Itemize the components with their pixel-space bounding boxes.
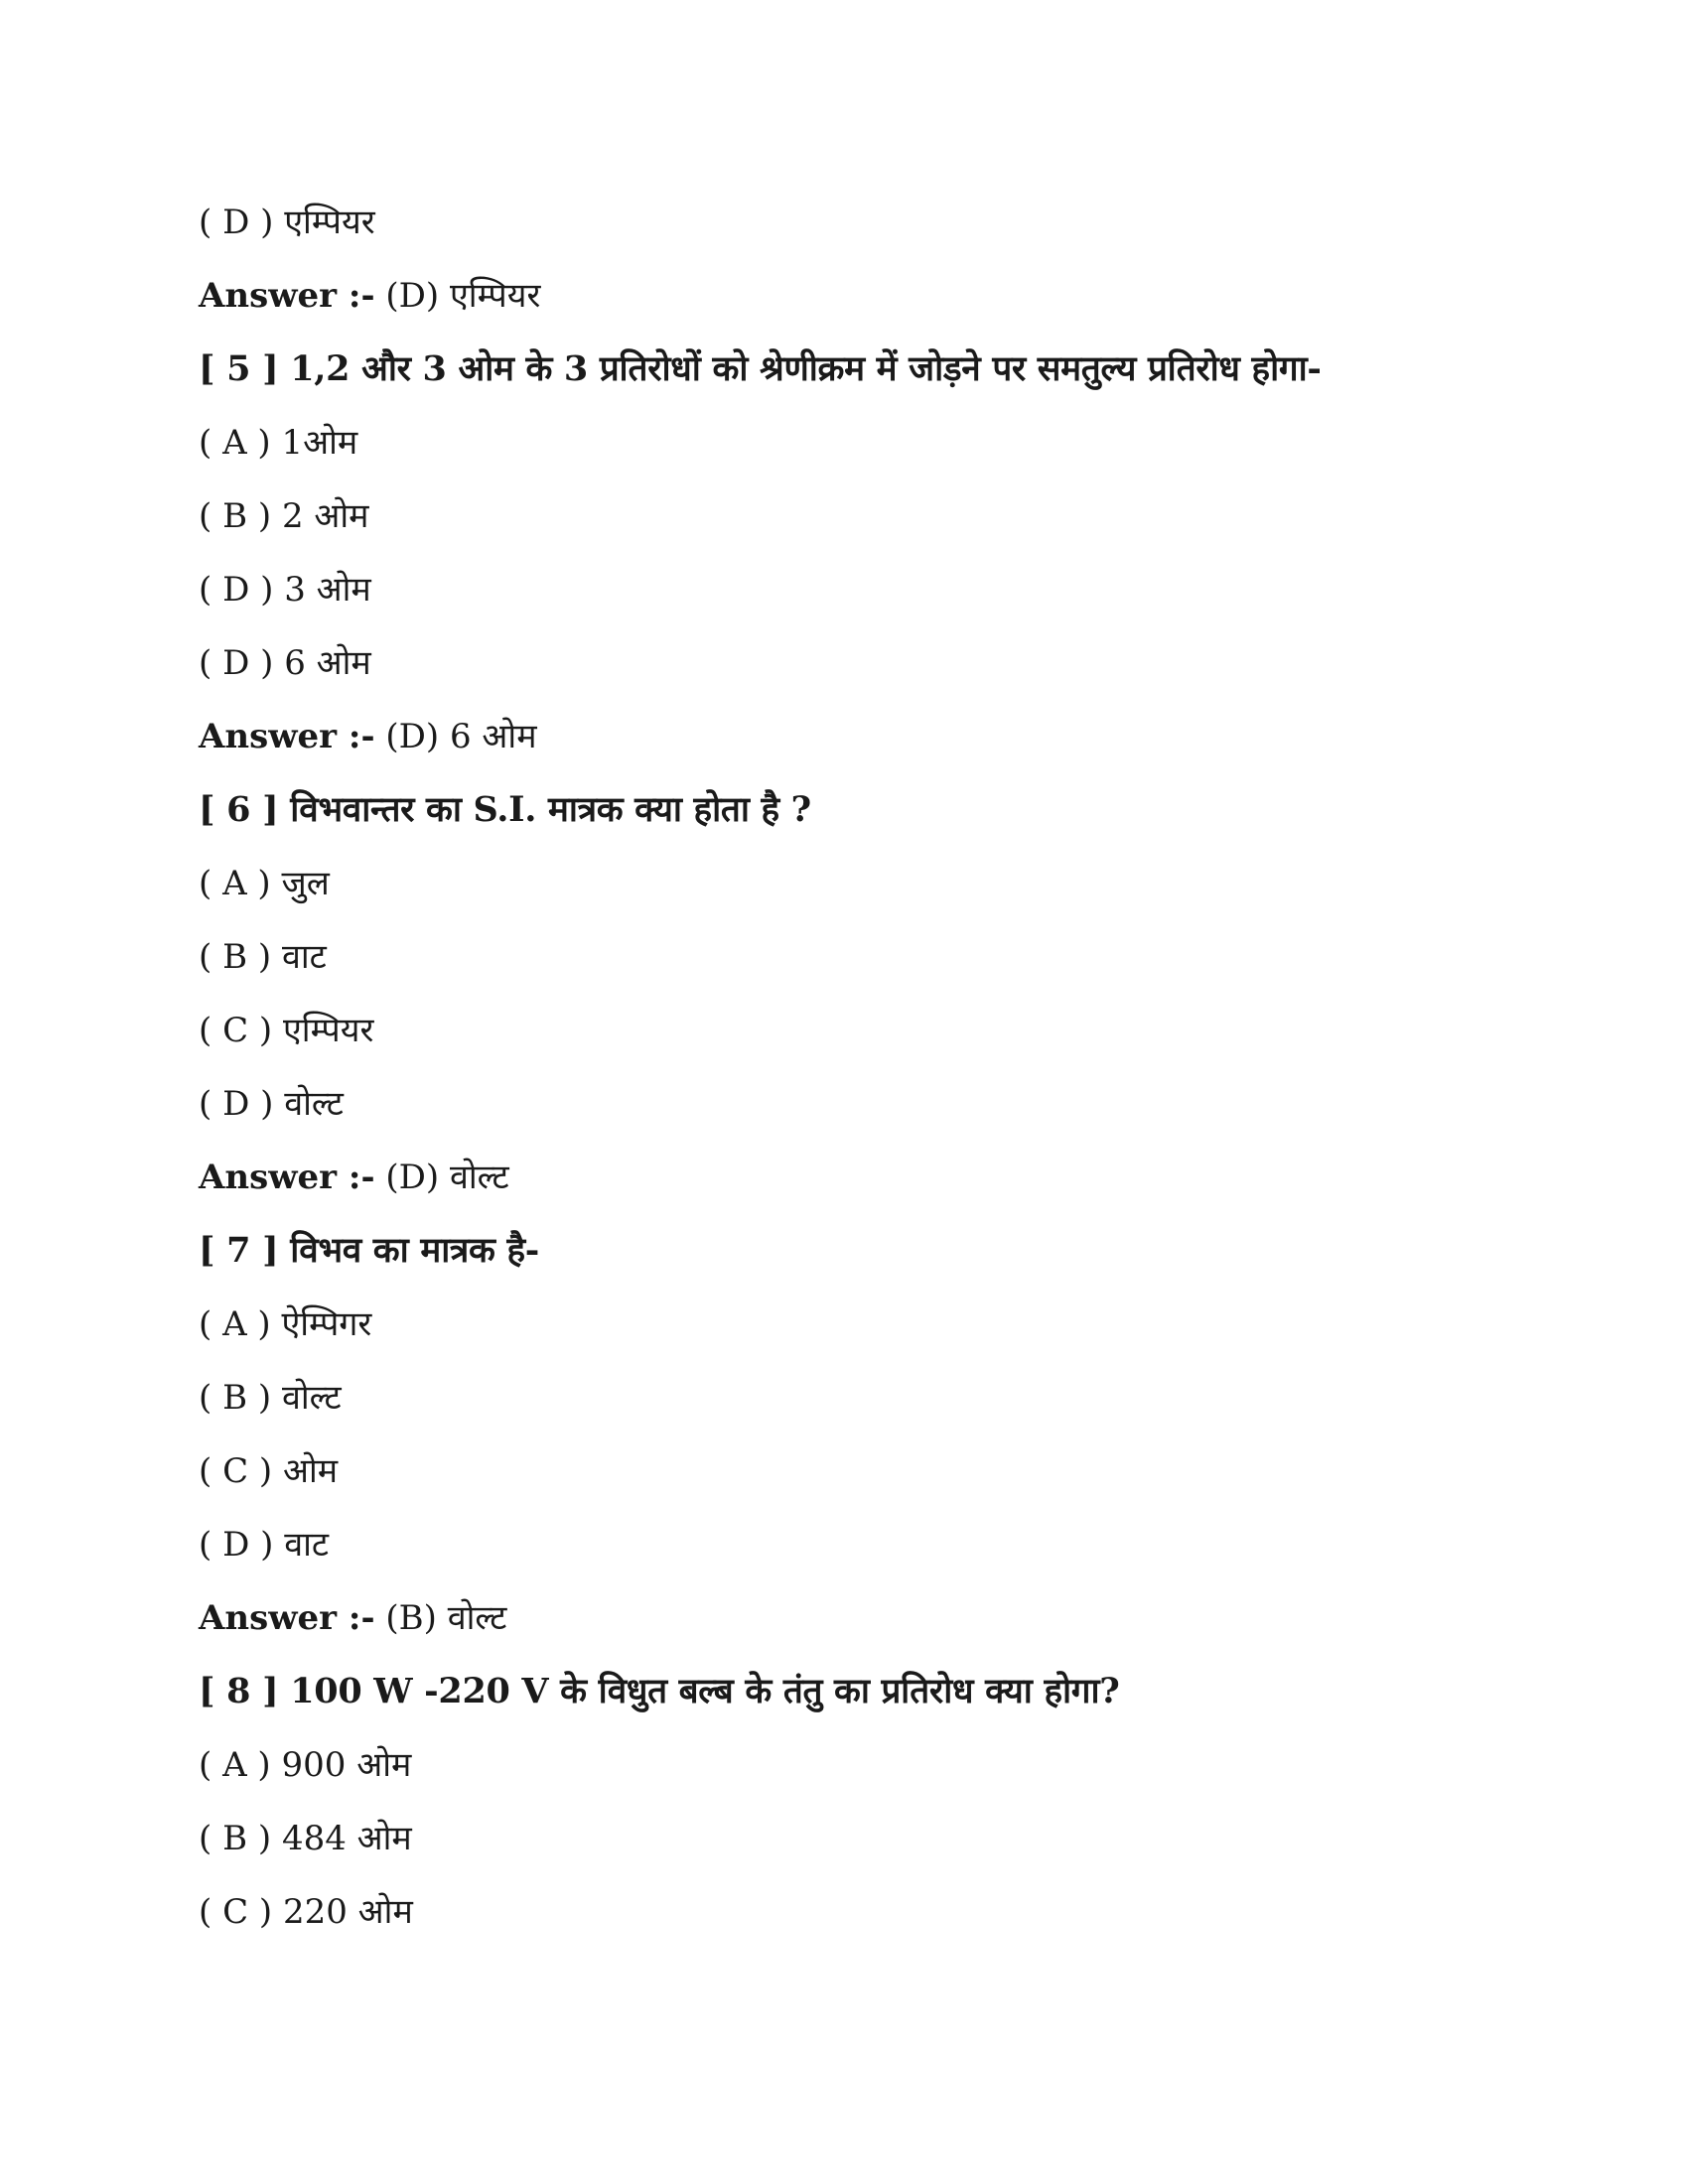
answer-label: Answer :- xyxy=(199,1158,375,1197)
q7-option-a: ( A ) ऐम्पिगर xyxy=(199,1304,372,1344)
answer-value: (D) एम्पियर xyxy=(374,276,541,316)
q8-option-b: ( B ) 484 ओम xyxy=(199,1819,412,1858)
q5-option-b: ( B ) 2 ओम xyxy=(199,496,369,536)
q7-answer xyxy=(199,1594,506,1642)
q6-option-d: ( D ) वोल्ट xyxy=(199,1084,344,1124)
q5-answer xyxy=(199,713,537,760)
answer-value: (D) 6 ओम xyxy=(374,717,537,756)
q6-option-b: ( B ) वाट xyxy=(199,937,327,977)
q5-option-d: ( D ) 6 ओम xyxy=(199,643,371,683)
q8-question: [ 8 ] 100 W -220 V के विधुत बल्ब के तंतु का प्रतिरोध क्या होगा? xyxy=(199,1671,1120,1711)
q6-option-c: ( C ) एम्पियर xyxy=(199,1011,374,1050)
q7-question: [ 7 ] विभव का मात्रक है- xyxy=(199,1230,540,1271)
answer-label: Answer :- xyxy=(199,717,375,756)
answer-label: Answer :- xyxy=(199,1598,375,1638)
q7-option-c: ( C ) ओम xyxy=(199,1451,339,1491)
q5-option-a: ( A ) 1ओम xyxy=(199,423,358,463)
q7-option-d: ( D ) वाट xyxy=(199,1525,330,1565)
q5-option-c: ( D ) 3 ओम xyxy=(199,570,371,610)
q4-option-d: ( D ) एम्पियर xyxy=(199,203,375,242)
q7-option-b: ( B ) वोल्ट xyxy=(199,1378,342,1418)
q6-answer xyxy=(199,1154,509,1201)
answer-value: (D) वोल्ट xyxy=(374,1158,509,1197)
answer-label: Answer :- xyxy=(199,276,375,316)
answer-value: (B) वोल्ट xyxy=(374,1598,507,1638)
q6-question: [ 6 ] विभवान्तर का S.I. मात्रक क्या होता है ? xyxy=(199,789,811,830)
q6-option-a: ( A ) जुल xyxy=(199,864,330,903)
q8-option-a: ( A ) 900 ओम xyxy=(199,1745,412,1785)
q8-option-c: ( C ) 220 ओम xyxy=(199,1892,413,1932)
q4-answer xyxy=(199,272,540,320)
q5-question: [ 5 ] 1,2 और 3 ओम के 3 प्रतिरोधों को श्रेणीक्रम में जोड़ने पर समतुल्य प्रतिरोध होगा- xyxy=(199,348,1322,389)
